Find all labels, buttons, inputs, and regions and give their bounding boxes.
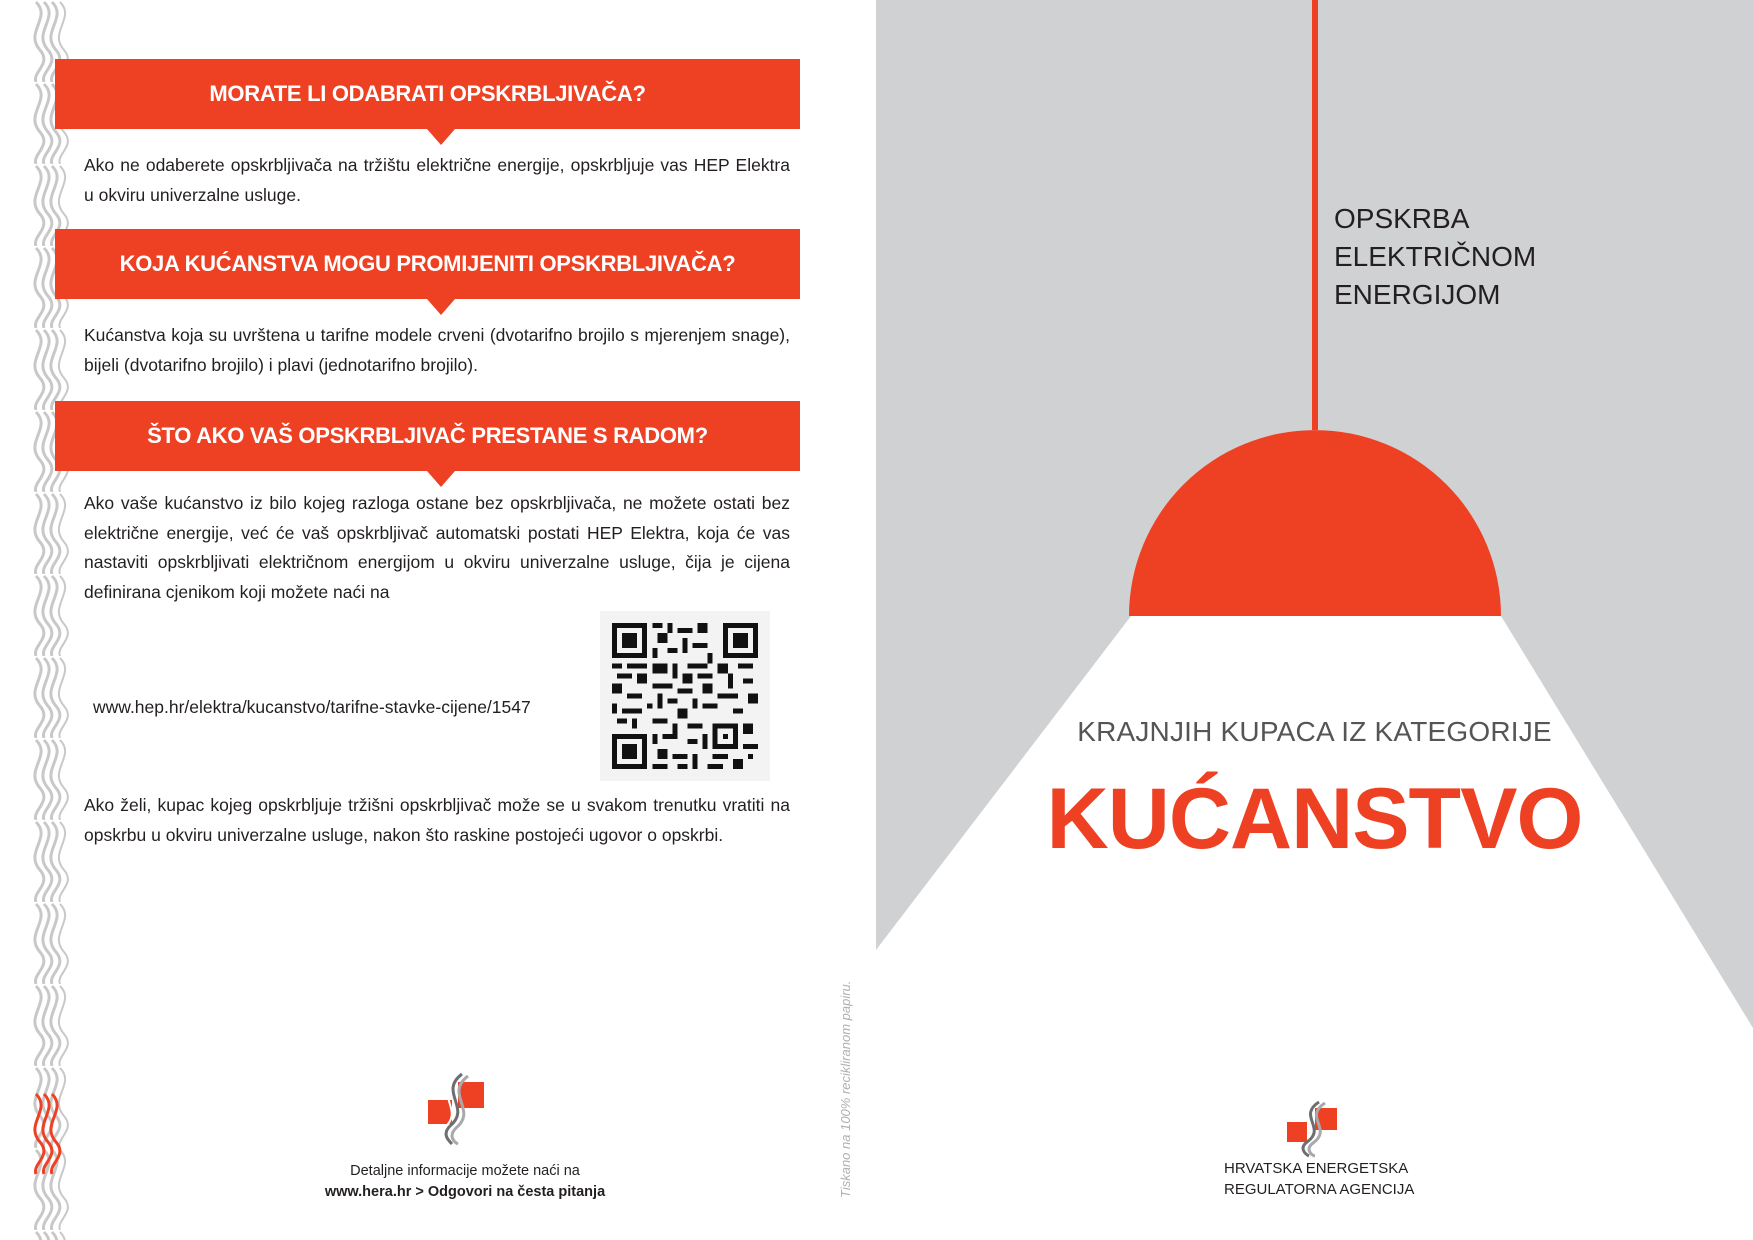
footer-info-text: Detaljne informacije možete naći na bbox=[350, 1163, 580, 1179]
cover-title-line-1: OPSKRBA bbox=[1334, 203, 1470, 234]
left-page bbox=[0, 0, 876, 1240]
agency-name-line-2: REGULATORNA AGENCIJA bbox=[1224, 1181, 1415, 1198]
section-banner-1 bbox=[55, 59, 800, 129]
cover-title-line-3: ENERGIJOM bbox=[1334, 279, 1501, 310]
recycled-paper-note: Tiskano na 100% recikliranom papiru. bbox=[838, 980, 853, 1198]
price-list-link[interactable]: www.hep.hr/elektra/kucanstvo/tarifne-stavke-cijene/1547 bbox=[93, 697, 531, 717]
section-title-3: ŠTO AKO VAŠ OPSKRBLJIVAČ PRESTANE S RADOM? bbox=[147, 423, 708, 448]
lamp-illustration bbox=[876, 0, 1753, 1240]
section-text-1: Ako ne odaberete opskrbljivača na tržištu električne energije, opskrbljuje vas HEP Elektra u okviru univerzalne usluge. bbox=[84, 155, 790, 205]
section-title-2: KOJA KUĆANSTVA MOGU PROMIJENITI OPSKRBLJIVAČA? bbox=[119, 251, 736, 276]
agency-name-line-1: HRVATSKA ENERGETSKA bbox=[1224, 1160, 1409, 1177]
section-banner-2 bbox=[55, 229, 800, 299]
qr-code[interactable] bbox=[600, 611, 770, 781]
cover-subtitle: KRAJNJIH KUPACA IZ KATEGORIJE bbox=[1077, 716, 1552, 747]
footer-info-link[interactable]: www.hera.hr > Odgovori na česta pitanja bbox=[324, 1184, 606, 1200]
section-text-3: Ako vaše kućanstvo iz bilo kojeg razloga ostane bez opskrbljivača, ne možete ostati bez električne energije, već će vaš opskrbljivač automatski postati HEP Elektra, koja će vas nastaviti opskrbljivati električnom energijom u okviru univerzalne usluge, čija je cijena definirana cjenikom koji možete naći na bbox=[84, 493, 790, 602]
wave-border-pattern bbox=[22, 0, 78, 1240]
qr-code-icon bbox=[612, 623, 758, 769]
closing-text: Ako želi, kupac kojeg opskrbljuje tržišni opskrbljivač može se u svakom trenutku vratiti na opskrbu u okviru univerzalne usluge, nakon što raskine postojeći ugovor o opskrbi. bbox=[84, 795, 790, 845]
section-title-1: MORATE LI ODABRATI OPSKRBLJIVAČA? bbox=[209, 81, 646, 106]
cover-title-line-2: ELEKTRIČNOM bbox=[1334, 241, 1537, 272]
agency-name bbox=[1224, 1158, 1414, 1200]
hera-logo-icon bbox=[1287, 1100, 1343, 1158]
cover-title bbox=[1334, 200, 1536, 314]
hera-logo bbox=[428, 1072, 488, 1146]
cover-heading: KUĆANSTVO bbox=[1046, 771, 1583, 867]
right-page-cover bbox=[876, 0, 1753, 1240]
section-banner-3 bbox=[55, 401, 800, 471]
section-text-2: Kućanstva koja su uvrštena u tarifne modele crveni (dvotarifno brojilo s mjerenjem snage), bijeli (dvotarifno brojilo) i plavi (jednotarifno brojilo). bbox=[84, 325, 790, 375]
